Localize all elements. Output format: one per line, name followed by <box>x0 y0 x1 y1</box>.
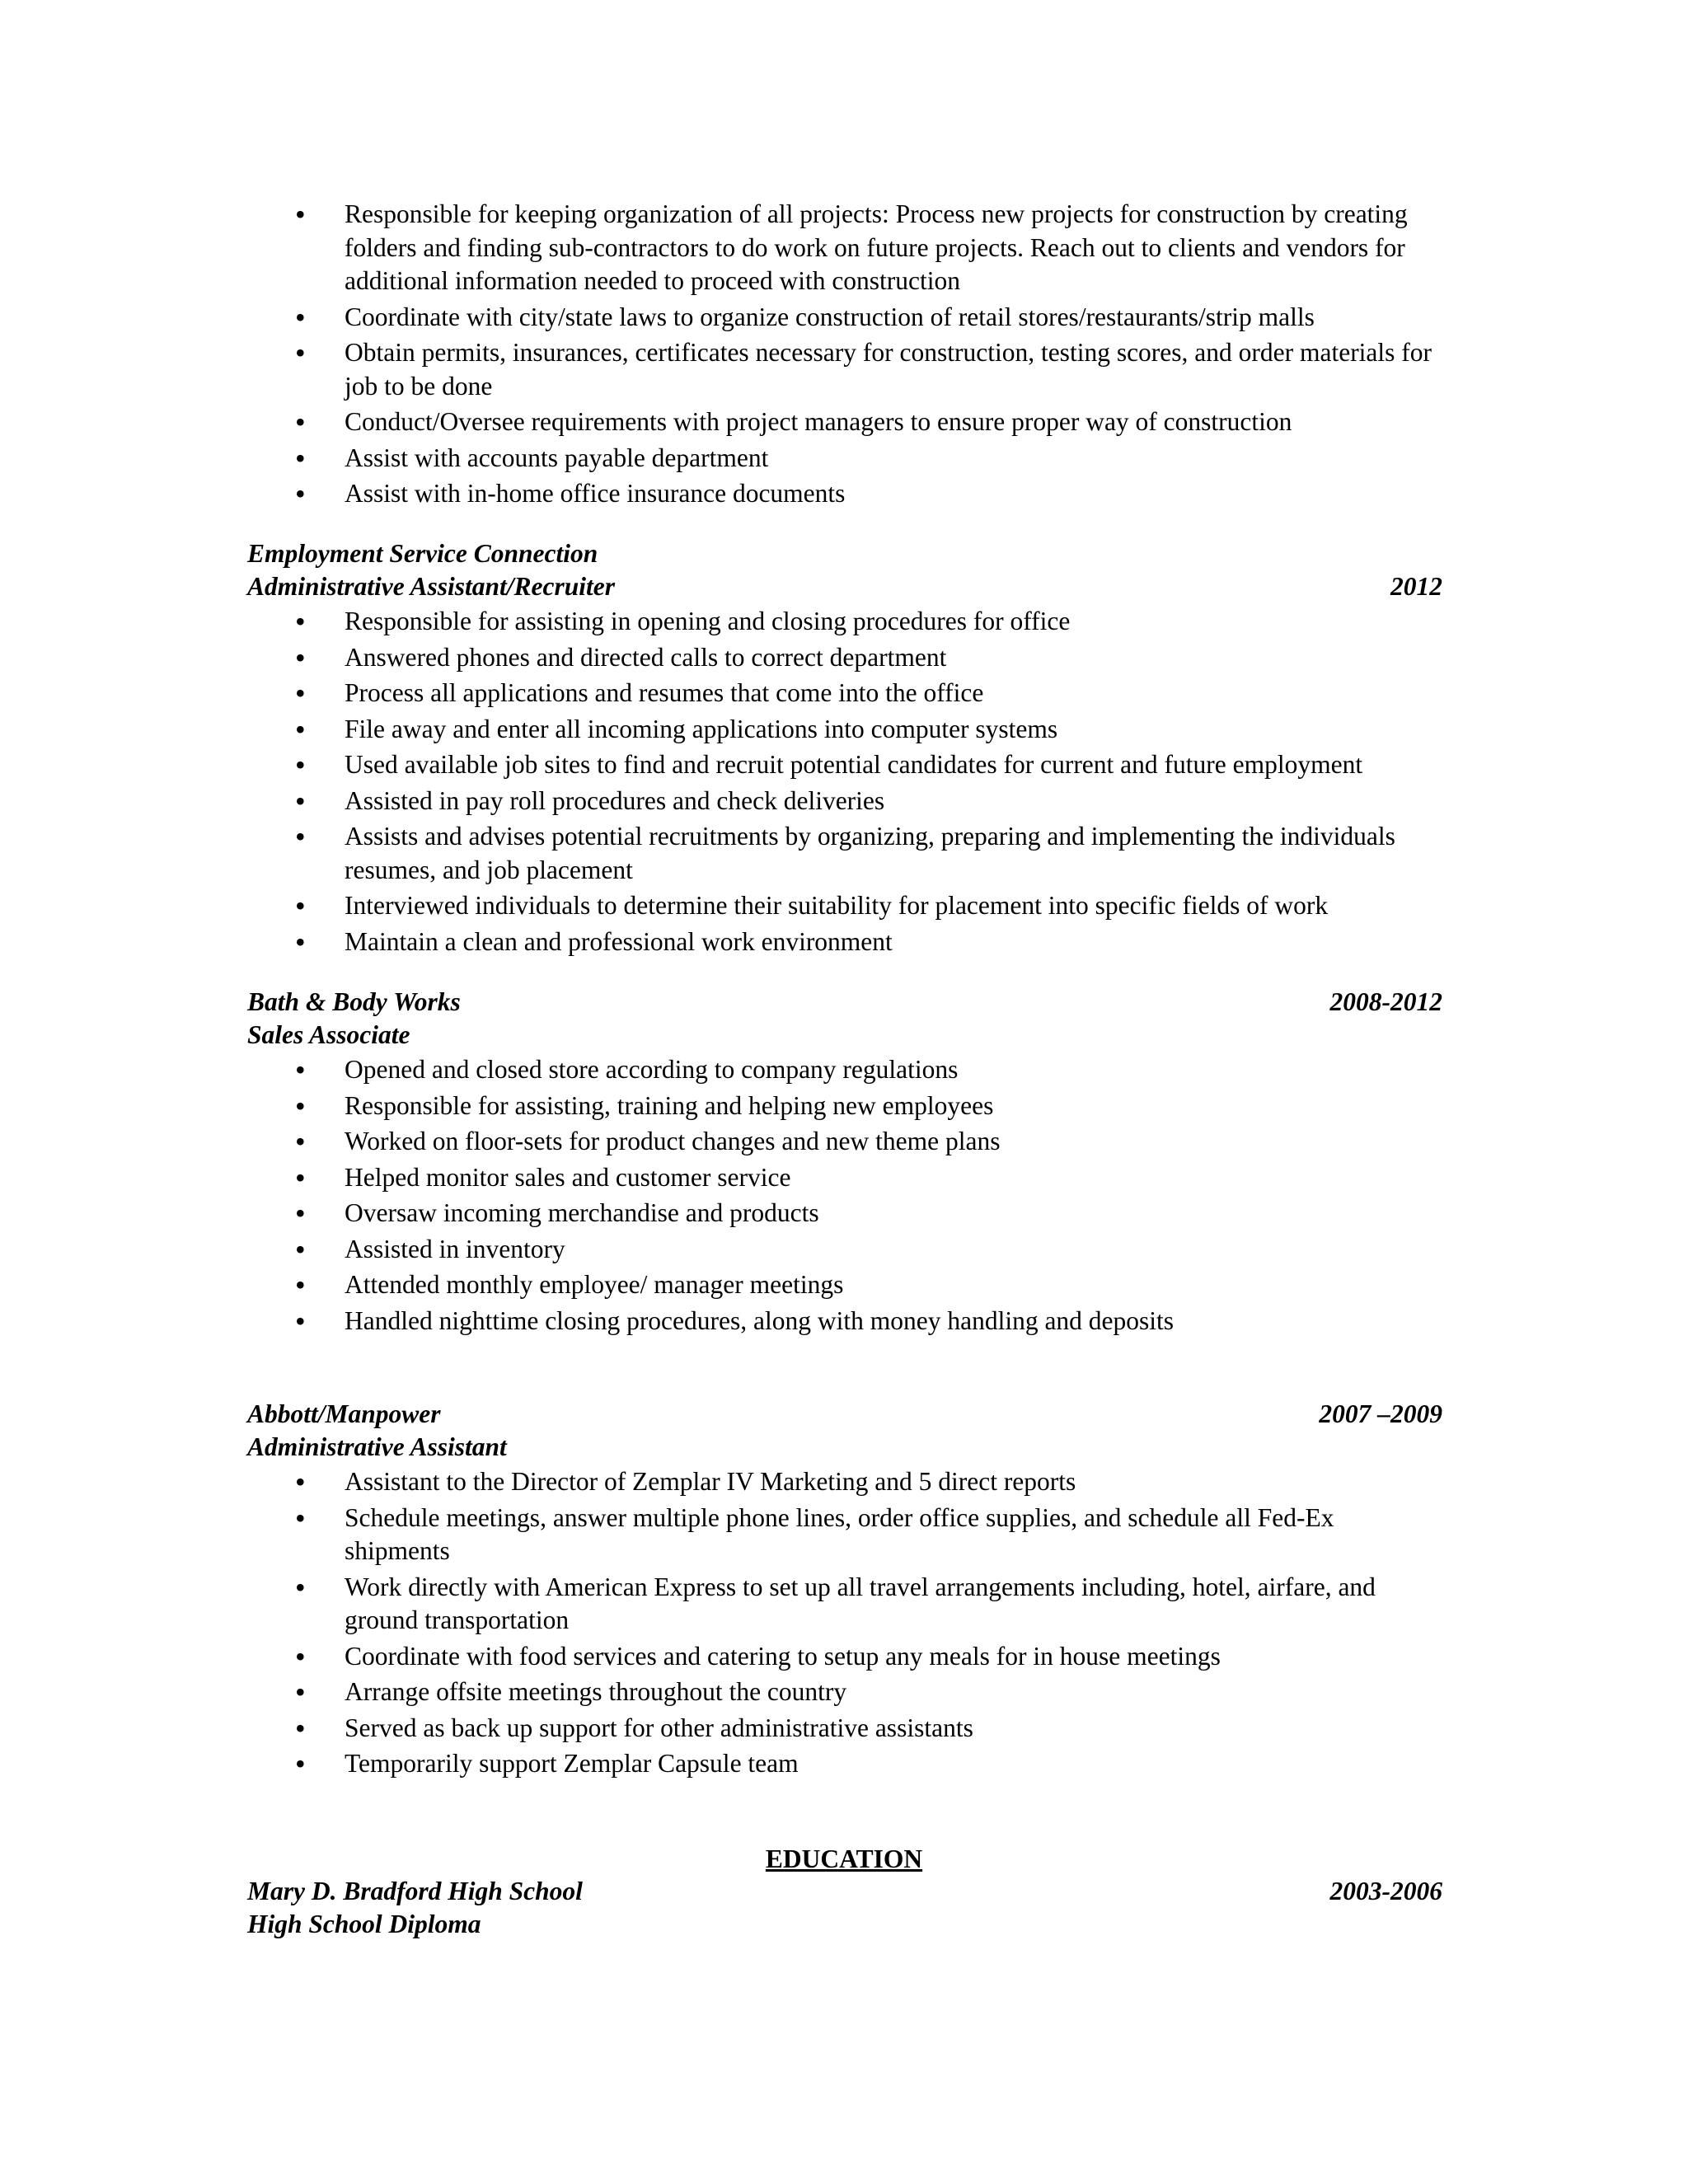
job-title: Administrative Assistant <box>247 1432 507 1461</box>
company-name: Abbott/Manpower <box>247 1399 441 1428</box>
education-dates: 2003-2006 <box>1329 1877 1442 1905</box>
bullet: • Assist with accounts payable department <box>247 442 1442 476</box>
bullet: • Obtain permits, insurances, certificates necessary for construction, testing scores, and order materials for job to be done <box>247 336 1442 403</box>
job-3-bullets <box>247 1465 1442 1783</box>
bullet: • Responsible for keeping organization of all projects: Process new projects for construction by creating folders and finding sub-contractors to do work on future projects. Reach out to clients and vendors for additional information needed to proceed with construction <box>247 198 1442 298</box>
job-dates: 2012 <box>1390 572 1442 601</box>
bullet: • Responsible for assisting, training and helping new employees <box>247 1090 1442 1123</box>
school-name: Mary D. Bradford High School <box>247 1877 583 1905</box>
bullet: • Oversaw incoming merchandise and products <box>247 1197 1442 1230</box>
bullet: • Maintain a clean and professional work environment <box>247 926 1442 959</box>
bullet: • Work directly with American Express to set up all travel arrangements including, hotel, airfare, and ground transportation <box>247 1571 1442 1638</box>
bullet: • Answered phones and directed calls to correct department <box>247 641 1442 675</box>
bullet: • File away and enter all incoming applications into computer systems <box>247 713 1442 747</box>
degree: High School Diploma <box>247 1910 481 1938</box>
bullet: • Assist with in-home office insurance documents <box>247 477 1442 511</box>
bullet: • Handled nighttime closing procedures, along with money handling and deposits <box>247 1305 1442 1338</box>
bullet: • Arrange offsite meetings throughout the country <box>247 1675 1442 1709</box>
job-2-bullets <box>247 1053 1442 1340</box>
job-1-bullets <box>247 605 1442 961</box>
bullet: • Assisted in pay roll procedures and check deliveries <box>247 785 1442 818</box>
bullet: • Assisted in inventory <box>247 1233 1442 1267</box>
company-name: Employment Service Connection <box>247 539 598 568</box>
bullet: • Assistant to the Director of Zemplar IV Marketing and 5 direct reports <box>247 1465 1442 1499</box>
bullet: • Temporarily support Zemplar Capsule team <box>247 1747 1442 1781</box>
bullet: • Interviewed individuals to determine their suitability for placement into specific fields of work <box>247 889 1442 923</box>
job-3-header <box>247 1398 1442 1464</box>
bullet: • Responsible for assisting in opening and closing procedures for office <box>247 605 1442 639</box>
bullet: • Coordinate with city/state laws to organize construction of retail stores/restaurants/strip malls <box>247 301 1442 335</box>
job-dates: 2008-2012 <box>1329 987 1442 1016</box>
bullet: • Process all applications and resumes that come into the office <box>247 677 1442 710</box>
job-title: Administrative Assistant/Recruiter <box>247 572 616 601</box>
bullet: • Opened and closed store according to company regulations <box>247 1053 1442 1087</box>
job-dates: 2007 –2009 <box>1319 1399 1442 1428</box>
job-title: Sales Associate <box>247 1020 410 1049</box>
bullet: • Worked on floor-sets for product changes and new theme plans <box>247 1125 1442 1159</box>
job-1-header <box>247 537 1442 603</box>
bullet: • Attended monthly employee/ manager meetings <box>247 1268 1442 1302</box>
bullet: • Conduct/Oversee requirements with project managers to ensure proper way of construction <box>247 405 1442 439</box>
education-entry <box>247 1875 1442 1941</box>
bullet: • Used available job sites to find and recruit potential candidates for current and future employment <box>247 748 1442 782</box>
job-0-bullets <box>247 198 1442 513</box>
bullet: • Served as back up support for other administrative assistants <box>247 1712 1442 1746</box>
bullet: • Assists and advises potential recruitments by organizing, preparing and implementing the individuals resumes, and job placement <box>247 820 1442 887</box>
bullet: • Schedule meetings, answer multiple phone lines, order office supplies, and schedule all Fed-Ex shipments <box>247 1502 1442 1568</box>
job-2-header <box>247 986 1442 1052</box>
bullet: • Coordinate with food services and catering to setup any meals for in house meetings <box>247 1640 1442 1674</box>
education-heading: EDUCATION <box>765 1844 923 1873</box>
company-name: Bath & Body Works <box>247 987 461 1016</box>
bullet: • Helped monitor sales and customer service <box>247 1161 1442 1195</box>
